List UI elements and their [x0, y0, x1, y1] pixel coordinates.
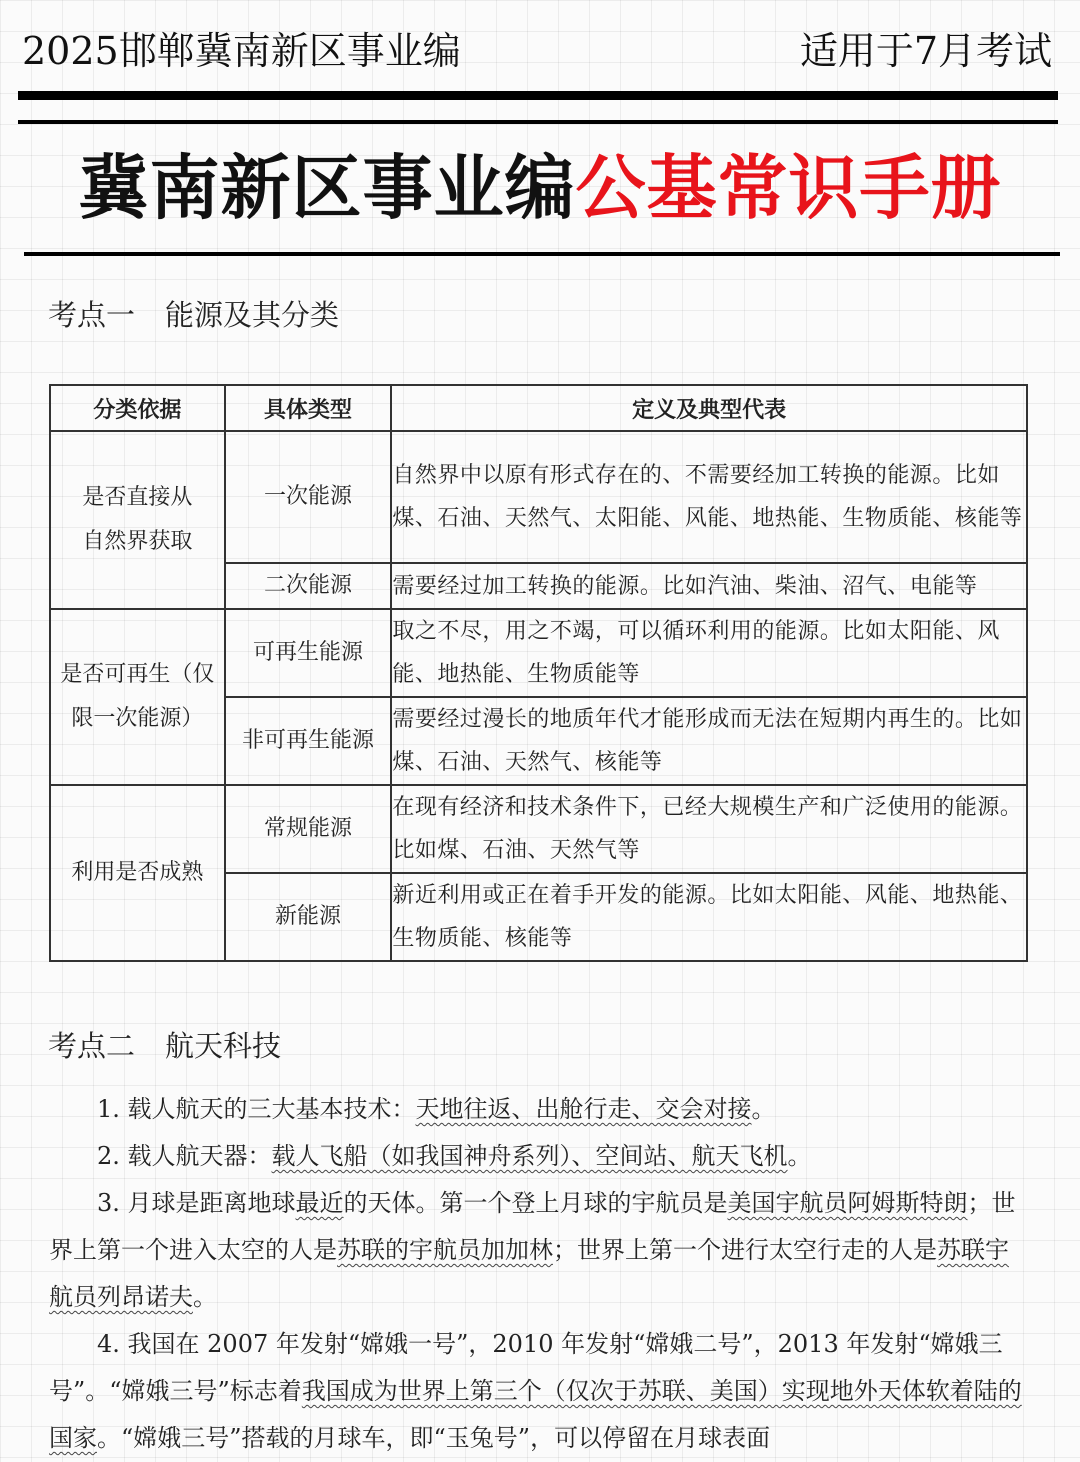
type-cell: 一次能源: [225, 431, 392, 563]
item-key-point: 天地往返、出舱行走、交会对接: [415, 1095, 752, 1123]
type-cell: 常规能源: [225, 785, 392, 873]
header-divider-thick: [18, 91, 1058, 100]
table-row: [50, 609, 1027, 697]
section-1-number: 考点一: [48, 298, 136, 332]
list-item: [49, 1133, 1029, 1180]
type-cell: 可再生能源: [225, 609, 392, 697]
basis-cell: [50, 785, 225, 961]
table-header-cell: 分类依据: [50, 385, 225, 431]
list-item: [49, 1321, 1029, 1462]
header-exam-note: 适用于7月考试: [799, 29, 1052, 73]
page-title: [0, 142, 1080, 234]
section-1-heading: [48, 295, 339, 335]
item-key-point: 载人飞船（如我国神舟系列）、空间站、航天飞机: [271, 1142, 788, 1170]
item-text: 1. 载人航天的三大基本技术：: [97, 1095, 416, 1123]
item-key-point: 苏联的宇航员加加林: [337, 1236, 553, 1264]
table-row: [50, 431, 1027, 563]
item-text: 。: [751, 1095, 776, 1123]
item-text: 3. 月球是距离地球: [97, 1189, 296, 1217]
definition-cell: 需要经过加工转换的能源。比如汽油、柴油、沼气、电能等: [391, 563, 1027, 609]
list-item: [49, 1180, 1029, 1321]
type-cell: 非可再生能源: [225, 697, 392, 785]
section-2-number: 考点二: [48, 1029, 136, 1063]
header-divider-thin: [18, 120, 1058, 124]
item-text: 2. 载人航天器：: [97, 1142, 272, 1170]
aerospace-list: [49, 1086, 1029, 1462]
definition-cell: 在现有经济和技术条件下，已经大规模生产和广泛使用的能源。比如煤、石油、天然气等: [391, 785, 1027, 873]
definition-cell: 自然界中以原有形式存在的、不需要经加工转换的能源。比如煤、石油、天然气、太阳能、风能、地热能、生物质能、核能等: [391, 431, 1027, 563]
table-row: [50, 785, 1027, 873]
item-text: 。“嫦娥三号”搭载的月球车，即“玉兔号”，可以停留在月球表面: [97, 1424, 771, 1452]
title-red-part: 公基常识手册: [575, 147, 1002, 229]
section-2-heading: [48, 1026, 281, 1066]
basis-cell: [50, 609, 225, 785]
item-text: 的天体。第一个登上月球的宇航员是: [343, 1189, 728, 1217]
item-key-point: 美国宇航员阿姆斯特朗: [727, 1189, 968, 1217]
basis-cell: [50, 431, 225, 609]
title-divider: [24, 252, 1060, 256]
header-title: 2025邯郸冀南新区事业编: [22, 29, 461, 73]
type-cell: 二次能源: [225, 563, 392, 609]
list-item: [49, 1086, 1029, 1133]
definition-cell: 取之不尽，用之不竭，可以循环利用的能源。比如太阳能、风能、地热能、生物质能等: [391, 609, 1027, 697]
basis-line: 是否直接从: [82, 485, 193, 510]
item-text: 。: [193, 1283, 217, 1311]
basis-line: 利用是否成熟: [71, 860, 204, 885]
item-text: 。: [787, 1142, 812, 1170]
item-key-point: 最近: [295, 1189, 344, 1217]
table-header-cell: 具体类型: [225, 385, 392, 431]
basis-line: 自然界获取: [82, 529, 193, 554]
definition-cell: 新近利用或正在着手开发的能源。比如太阳能、风能、地热能、生物质能、核能等: [391, 873, 1027, 961]
item-key-point: 我国成为世界上第三个（仅次于苏联、美国）实现地外天体软着陆的国家: [49, 1377, 1022, 1452]
type-cell: 新能源: [225, 873, 392, 961]
table-header-row: [50, 385, 1027, 431]
basis-line: 是否可再生（仅: [60, 662, 215, 687]
item-key-point: 苏联宇航员列昂诺夫: [49, 1236, 1009, 1311]
section-1-text: 能源及其分类: [165, 298, 340, 332]
definition-cell: 需要经过漫长的地质年代才能形成而无法在短期内再生的。比如煤、石油、天然气、核能等: [391, 697, 1027, 785]
item-text: 4. 我国在 2007 年发射“嫦娥一号”，2010 年发射“嫦娥二号”，2013 年发射“嫦娥三号”。“嫦娥三号”标志着: [49, 1330, 1003, 1405]
section-2-text: 航天科技: [165, 1029, 282, 1063]
table-header-cell: 定义及典型代表: [391, 385, 1027, 431]
item-text: ；世界上第一个进行太空行走的人是: [553, 1236, 937, 1264]
energy-classification-table: [49, 384, 1028, 962]
title-black-part: 冀南新区事业编: [78, 147, 576, 229]
basis-line: 限一次能源）: [71, 706, 204, 731]
item-text: ；世界上第一个进入太空的人是: [49, 1189, 1016, 1264]
